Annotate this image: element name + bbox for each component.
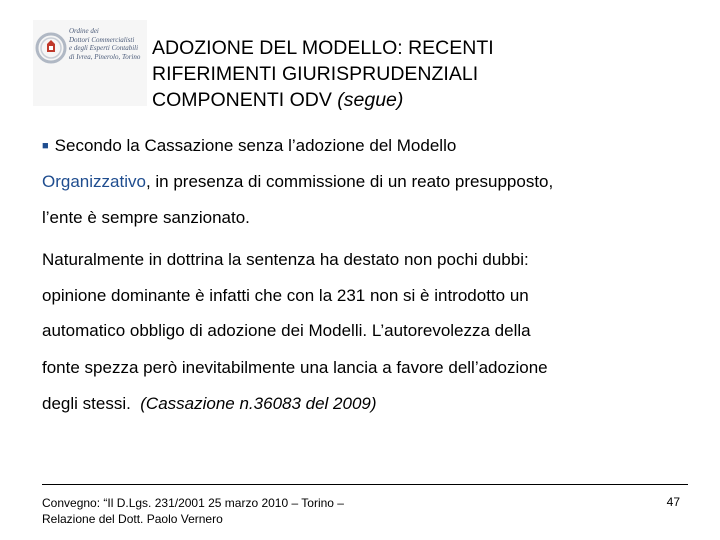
logo-text-line: Dottori Commercialisti <box>69 35 135 44</box>
paragraph-line-3 <box>42 321 531 341</box>
bullet-line-3 <box>42 208 250 228</box>
logo-text-line: e degli Esperti Contabili <box>69 44 139 53</box>
footer-divider <box>42 484 688 485</box>
organization-logo <box>33 20 147 106</box>
bullet-text-1: Secondo la Cassazione senza l’adozione del Modello <box>54 136 457 155</box>
paragraph-text-3: automatico obbligo di adozione dei Modelli. L’autorevolezza della <box>42 321 531 340</box>
bullet-text-2: , in presenza di commissione di un reato presupposto, <box>145 172 554 191</box>
footer-line-2: Relazione del Dott. Paolo Vernero <box>42 512 223 526</box>
footer <box>42 495 344 527</box>
title-line-2: RIFERIMENTI GIURISPRUDENZIALI <box>152 63 479 85</box>
title-line-3-italic: (segue) <box>337 89 404 111</box>
paragraph-line-1 <box>42 250 529 270</box>
bullet-square-icon: ■ <box>42 140 49 152</box>
page-number: 47 <box>666 495 680 509</box>
paragraph-text-4: fonte spezza però inevitabilmente una lancia a favore dell’adozione <box>42 358 548 377</box>
logo-text-line: di Ivrea, Pinerolo, Torino <box>69 52 141 61</box>
seal-icon <box>35 26 71 70</box>
bullet-text-3: l’ente è sempre sanzionato. <box>42 208 250 227</box>
paragraph-line-5 <box>42 394 377 414</box>
footer-line-1: Convegno: “Il D.Lgs. 231/2001 25 marzo 2010 – Torino – <box>42 496 344 510</box>
logo-text-line: Ordine dei <box>69 27 99 35</box>
paragraph-text-2: opinione dominante è infatti che con la 231 non si è introdotto un <box>42 286 529 305</box>
title-line-3-plain: COMPONENTI ODV <box>152 89 338 111</box>
title-line-1: ADOZIONE DEL MODELLO: RECENTI <box>152 37 494 59</box>
logo-text <box>69 27 147 61</box>
paragraph-text-5: degli stessi. <box>42 394 141 413</box>
paragraph-line-4 <box>42 358 548 378</box>
bullet-line-2 <box>42 172 553 192</box>
paragraph-text-1: Naturalmente in dottrina la sentenza ha destato non pochi dubbi: <box>42 250 529 269</box>
title-line-3 <box>152 87 712 113</box>
citation: (Cassazione n.36083 del 2009) <box>140 394 377 413</box>
bullet-line-1 <box>42 136 456 156</box>
highlighted-term: Organizzativo <box>42 172 146 191</box>
paragraph-line-2 <box>42 286 529 306</box>
slide-title <box>152 35 712 113</box>
